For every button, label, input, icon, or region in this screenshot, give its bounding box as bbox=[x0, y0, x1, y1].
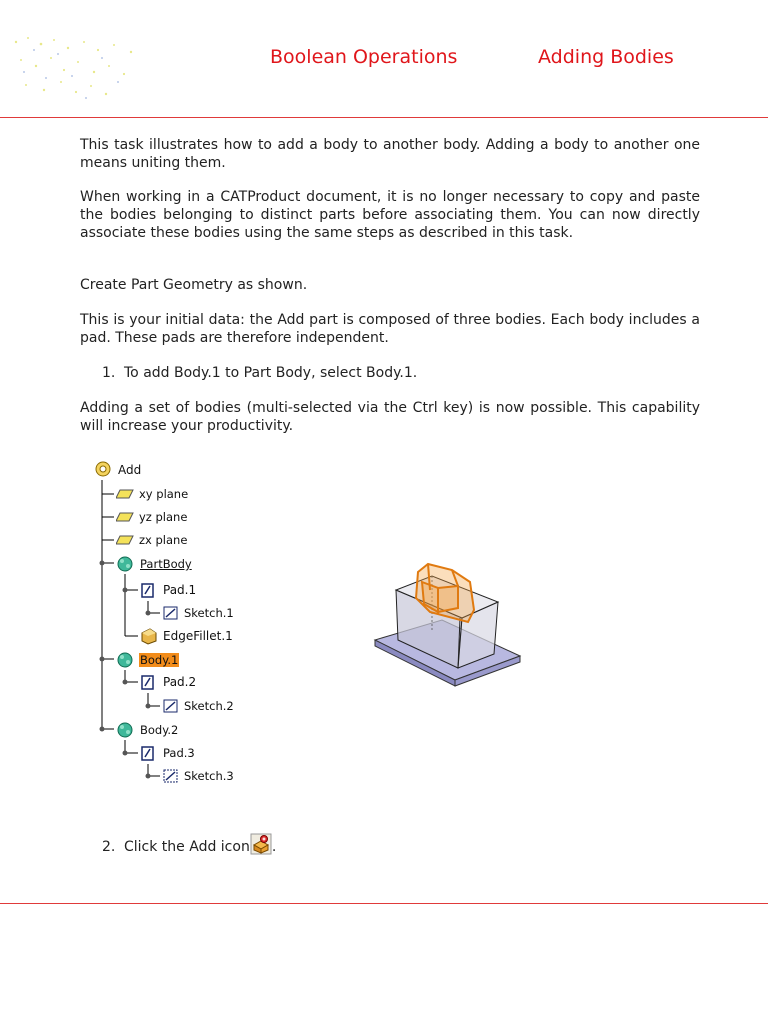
topic-title: Adding Bodies bbox=[538, 46, 674, 68]
catproduct-paragraph: When working in a CATProduct document, it is no longer necessary to copy and paste the bodies belonging to distinct parts before associating them. You can now directly associate these bodies using the same steps as described in this task. bbox=[80, 189, 700, 241]
section-title: Boolean Operations bbox=[270, 46, 458, 68]
step-1 bbox=[102, 364, 417, 382]
create-geometry-paragraph: Create Part Geometry as shown. bbox=[80, 277, 308, 293]
tree-root-label[interactable]: Add bbox=[118, 463, 142, 477]
tree-item-edgefillet-1[interactable]: EdgeFillet.1 bbox=[163, 629, 233, 643]
logo bbox=[6, 30, 146, 105]
plane-icon bbox=[116, 489, 134, 499]
tree-item-sketch-3[interactable]: Sketch.3 bbox=[184, 769, 234, 783]
pad-icon bbox=[140, 744, 156, 762]
part-icon bbox=[94, 460, 112, 478]
tree-item-body-1[interactable]: Body.1 bbox=[140, 653, 179, 667]
step-2-text: Click the Add icon bbox=[124, 839, 250, 855]
tree-item-pad-1[interactable]: Pad.1 bbox=[163, 583, 197, 597]
step-1-number: 1. bbox=[102, 365, 116, 381]
body-icon bbox=[116, 651, 134, 669]
tree-item-partbody[interactable]: PartBody bbox=[140, 557, 192, 571]
tree-item-sketch-1[interactable]: Sketch.1 bbox=[184, 606, 234, 620]
step-2-suffix: . bbox=[271, 839, 277, 855]
tree-item-yz-plane[interactable]: yz plane bbox=[139, 510, 188, 524]
fillet-icon bbox=[140, 627, 158, 645]
sketch-icon bbox=[162, 767, 180, 785]
tree-item-sketch-2[interactable]: Sketch.2 bbox=[184, 699, 234, 713]
sketch-icon bbox=[162, 604, 180, 622]
plane-icon bbox=[116, 535, 134, 545]
add-icon[interactable] bbox=[250, 833, 272, 855]
initial-data-paragraph: This is your initial data: the Add part is composed of three bodies. Each body includes a pad. These pads are therefore independent. bbox=[80, 312, 700, 346]
step-1-text: To add Body.1 to Part Body, select Body.1. bbox=[124, 365, 418, 381]
sketch-icon bbox=[162, 697, 180, 715]
tree-item-body-2[interactable]: Body.2 bbox=[140, 723, 179, 737]
multi-select-paragraph: Adding a set of bodies (multi-selected via the Ctrl key) is now possible. This capability will increase your productivity. bbox=[80, 400, 700, 434]
tree-item-xy-plane[interactable]: xy plane bbox=[139, 487, 189, 501]
tree-item-zx-plane[interactable]: zx plane bbox=[139, 533, 188, 547]
part-3d-illustration bbox=[370, 560, 530, 690]
intro-paragraph: This task illustrates how to add a body to another body. Adding a body to another one means uniting them. bbox=[80, 137, 700, 171]
step-2 bbox=[102, 833, 276, 856]
body-icon bbox=[116, 721, 134, 739]
plane-icon bbox=[116, 512, 134, 522]
step-2-number: 2. bbox=[102, 839, 116, 855]
pad-icon bbox=[140, 673, 156, 691]
pad-icon bbox=[140, 581, 156, 599]
tree-connectors bbox=[88, 456, 288, 796]
tree-item-pad-2[interactable]: Pad.2 bbox=[163, 675, 197, 689]
body-icon bbox=[116, 555, 134, 573]
specification-tree bbox=[88, 456, 288, 796]
top-divider bbox=[0, 117, 768, 118]
tree-item-pad-3[interactable]: Pad.3 bbox=[163, 746, 195, 760]
bottom-divider bbox=[0, 903, 768, 904]
